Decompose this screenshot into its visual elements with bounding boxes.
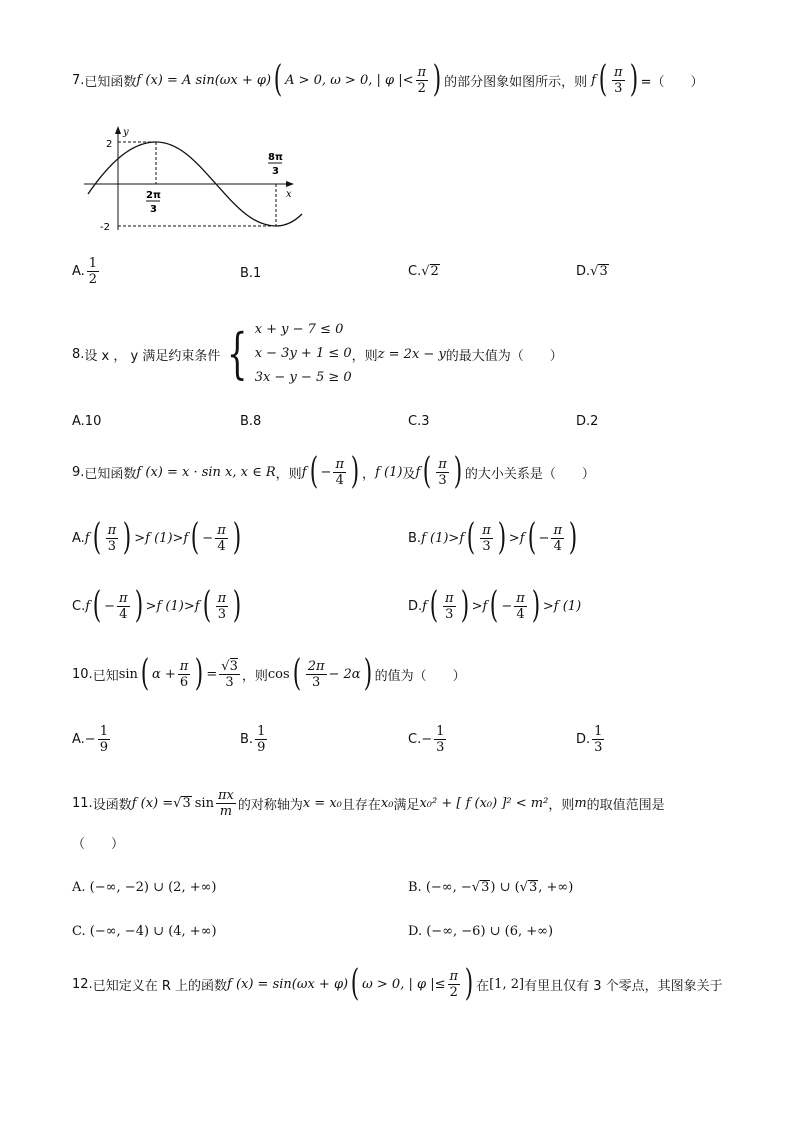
- q8-option-c[interactable]: C.3: [408, 414, 430, 429]
- question-11: 11. 设函数 f (x) = √ 3 sin $\frac{\pi x}{m}$ 的对称轴为 x = x₀ 且存在 x₀ 满足 x₀² + [ f (x₀) ]² < m² ，则 m 的取值范围是 （ ）: [72, 788, 665, 852]
- q7-option-b[interactable]: B.1: [240, 266, 262, 281]
- q7-option-c[interactable]: C. √ 2: [408, 264, 439, 279]
- q11-option-d[interactable]: D. (−∞, −6) ∪ (6, +∞): [408, 924, 554, 939]
- q7-lead: 已知函数: [84, 74, 137, 90]
- graph-y-bottom: -2: [100, 222, 110, 233]
- q9-option-c[interactable]: C. f ( − $\frac{\pi}{4}$ ) > f (1) > f ( $\frac{\pi}{3}$ ): [72, 585, 242, 626]
- graph-y-top: 2: [106, 139, 113, 150]
- q10-option-b[interactable]: B. $\frac{1}{9}$: [240, 724, 266, 755]
- question-12: 12. 已知定义在 R 上的函数 f (x) = sin(ωx + φ) ( ω > 0, | φ |≤ $\frac{\pi}{2}$ ) 在 [1, 2] 有里且仅有 3 个零点，其图象关于: [72, 963, 723, 1004]
- q10-option-c[interactable]: C. − $\frac{1}{3}$: [408, 724, 445, 755]
- q8-option-d[interactable]: D.2: [576, 414, 599, 429]
- q7-option-a[interactable]: A. $\frac{1}{2}$: [72, 256, 98, 287]
- graph-y-label: y: [123, 127, 129, 138]
- graph-x-trough-num: 8π: [268, 152, 283, 163]
- q8-option-a[interactable]: A.10: [72, 414, 102, 429]
- question-10: 10. 已知 sin ( α + $\frac{\pi}{6}$ ) = $\frac{√3}{3}$ ，则 cos ( $\frac{2\pi}{3}$ − 2α ) 的值为（ ）: [72, 653, 466, 694]
- q7-sine-graph: [80, 122, 310, 234]
- question-9: 9. 已知函数 f (x) = x · sin x, x ∈ R ，则 f ( − $\frac{\pi}{4}$ ) ， f (1) 及 f ( $\frac{\pi}{3}$ ) 的大小关系是（ ）: [72, 451, 595, 492]
- q7-option-d[interactable]: D. √ 3: [576, 264, 608, 279]
- q7-cond-frac: $\frac{\pi}{2}$: [417, 64, 427, 96]
- q7-func: f (x) = A sin(ωx + φ): [136, 72, 272, 88]
- q11-option-b[interactable]: B. (−∞, − √ 3 ) ∪ ( √ 3 , +∞): [408, 880, 574, 895]
- q9-option-b[interactable]: B. f (1) > f ( $\frac{\pi}{3}$ ) > f ( − $\frac{\pi}{4}$ ): [408, 517, 578, 558]
- q7-cond: A > 0, ω > 0, | φ |<: [285, 72, 414, 88]
- q10-option-a[interactable]: A. − $\frac{1}{9}$: [72, 724, 108, 755]
- q8-expr: z = 2x − y: [377, 346, 446, 362]
- graph-x-peak-num: 2π: [146, 190, 161, 201]
- graph-x-label: x: [286, 189, 292, 200]
- q7-number: 7.: [72, 72, 85, 88]
- q9-option-a[interactable]: A. f ( $\frac{\pi}{3}$ ) > f (1) > f ( − $\frac{\pi}{4}$ ): [72, 517, 241, 558]
- question-7: 7. 已知函数 f (x) = A sin(ωx + φ) ( A > 0, ω > 0, | φ |< $\frac{\pi}{2}$ ) 的部分图象如图所示，则 f ( $\frac{\pi}{3}$ ) =（ ）: [72, 59, 704, 100]
- q11-option-a[interactable]: A. (−∞, −2) ∪ (2, +∞): [72, 880, 217, 895]
- q9-option-d[interactable]: D. f ( $\frac{\pi}{3}$ ) > f ( − $\frac{\pi}{4}$ ) > f (1): [408, 585, 582, 626]
- q11-option-c[interactable]: C. (−∞, −4) ∪ (4, +∞): [72, 924, 217, 939]
- graph-x-peak-den: 3: [150, 204, 157, 215]
- q7-ask-end: =（ ）: [640, 74, 704, 90]
- q9-func: f (x) = x · sin x, x ∈ R: [136, 464, 276, 480]
- q7-ask-frac: $\frac{\pi}{3}$: [613, 64, 623, 96]
- q8-option-b[interactable]: B.8: [240, 414, 262, 429]
- graph-x-trough-den: 3: [272, 166, 279, 177]
- q10-option-d[interactable]: D. $\frac{1}{3}$: [576, 724, 603, 755]
- q8-constraints: x + y − 7 ≤ 0 x − 3y + 1 ≤ 0 3x − y − 5 ≥ 0: [254, 322, 352, 385]
- q7-tail: 的部分图象如图所示，则: [444, 74, 588, 90]
- question-8: 8. 设 x ， y 满足约束条件 { x + y − 7 ≤ 0 x − 3y + 1 ≤ 0 3x − y − 5 ≥ 0 ，则 z = 2x − y 的最大值为（ ）: [72, 318, 734, 390]
- q8-lead: 设 x ， y 满足约束条件: [84, 348, 221, 364]
